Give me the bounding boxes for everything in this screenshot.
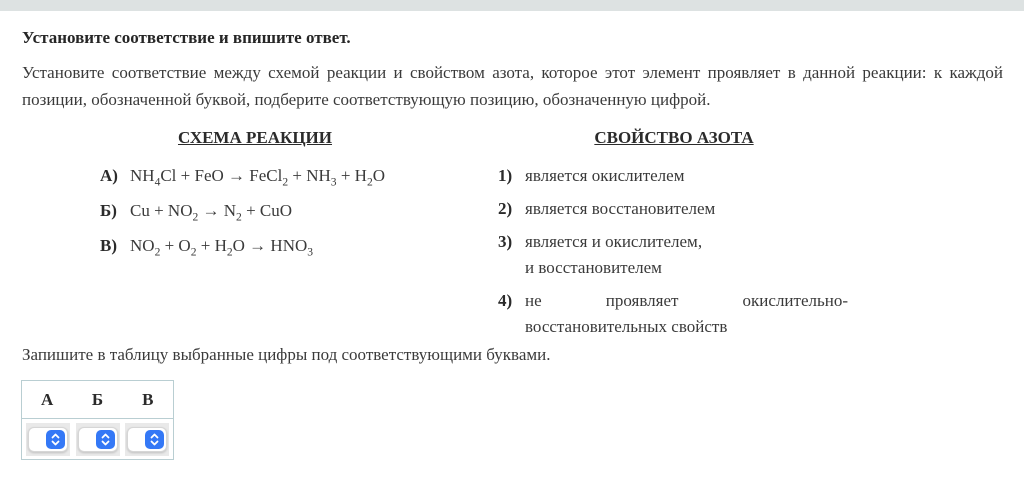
answer-select-cell-b [76, 423, 120, 456]
question-text: Установите соответствие между схемой реакции и свойством азота, которое этот элемент проявляет в данной реакции: к каждой позиции, обозначенной буквой, подберите соответствующую позицию, обозначенную цифрой. [22, 63, 1003, 109]
up-down-chevrons-icon [96, 430, 115, 449]
answer-table-header [22, 381, 173, 419]
question-title: Установите соответствие и впишите ответ. [22, 28, 351, 47]
reaction-column [80, 128, 430, 268]
item-label: 1) [498, 166, 513, 185]
reaction-equation: $NO_2 + O_2 + H_2O \to HNO_3$ [130, 236, 314, 259]
item-label: 3) [498, 232, 513, 251]
reaction-column-header: СХЕМА РЕАКЦИИ [177, 128, 333, 147]
reaction-item [100, 233, 430, 259]
up-down-chevrons-icon [145, 430, 164, 449]
answer-column-header-a: А [41, 389, 54, 409]
reaction-item [100, 198, 430, 224]
property-line: восстановительных свойств [525, 317, 728, 336]
property-item [498, 196, 850, 222]
item-label: В) [100, 236, 117, 255]
property-text [525, 196, 848, 222]
property-list [498, 163, 850, 340]
reaction-item [100, 163, 430, 189]
property-text [525, 163, 848, 189]
property-line: и восстановителем [525, 258, 662, 277]
property-text [525, 229, 848, 281]
property-item [498, 163, 850, 189]
answer-select-a[interactable] [28, 427, 68, 452]
property-text [525, 288, 848, 340]
property-line: является восстановителем [525, 199, 716, 218]
top-bar [0, 0, 1024, 11]
property-column [498, 128, 850, 347]
answer-column-header-b: Б [91, 389, 104, 409]
up-down-chevrons-icon [46, 430, 65, 449]
answer-table [21, 380, 174, 460]
reaction-equation: $Cu + NO_2 \to N_2$ + CuO [130, 201, 293, 224]
answer-instruction: Запишите в таблицу выбранные цифры под соответствующими буквами. [22, 345, 551, 364]
property-item [498, 229, 850, 281]
answer-column-header-v: В [142, 389, 154, 409]
item-label: 2) [498, 199, 513, 218]
answer-select-cell-a [26, 423, 70, 456]
property-line: не проявляет окислительно- [525, 291, 848, 310]
property-line: является окислителем [525, 166, 685, 185]
property-column-header: СВОЙСТВО АЗОТА [594, 128, 754, 147]
item-label: А) [100, 166, 118, 185]
property-line: является и окислителем, [525, 232, 703, 251]
reaction-equation: $NH_4Cl$ + FeO → FeCl$_2$ + $NH_3 + H_2O$ [130, 166, 385, 189]
answer-select-cell-v [125, 423, 169, 456]
reaction-list [80, 163, 430, 259]
item-label: Б) [100, 201, 117, 220]
property-item [498, 288, 850, 340]
answer-select-v[interactable] [127, 427, 167, 452]
answer-select-b[interactable] [78, 427, 118, 452]
answer-table-row [22, 419, 173, 459]
item-label: 4) [498, 291, 513, 310]
